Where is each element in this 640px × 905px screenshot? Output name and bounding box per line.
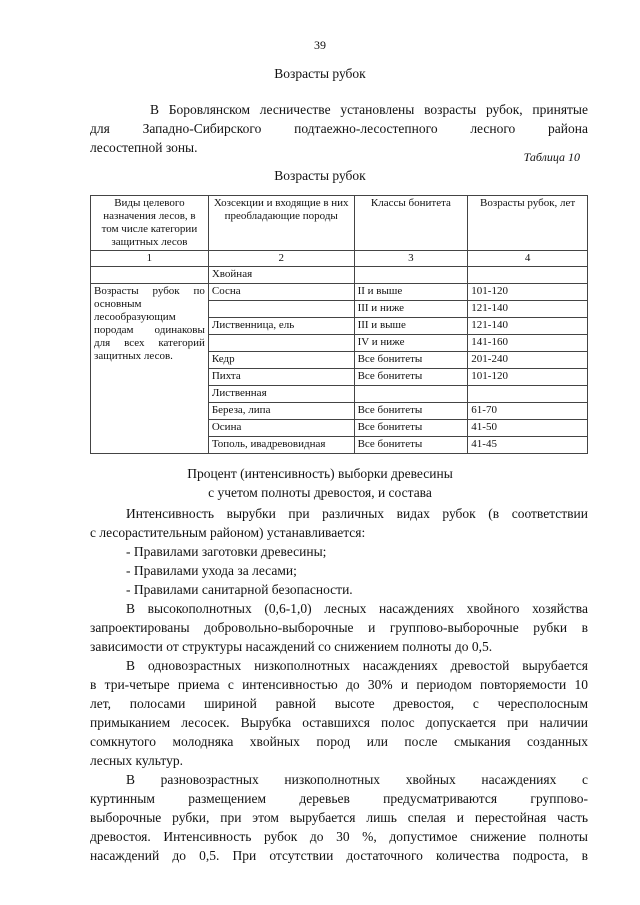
table-cell: IV и ниже [354, 335, 468, 352]
table-cell: Лиственница, ель [208, 318, 354, 335]
body-line: куртинным размещением деревьев предусматриваются группово- [90, 791, 588, 806]
body-line: лет, полосами шириной равной высоте древостоя, с чересполосным [90, 696, 588, 711]
table-cell: III и ниже [354, 301, 468, 318]
body-line: насаждений до 0,5. При отсутствии достаточного количества подроста, в [90, 848, 588, 863]
table-header-cell: Возрасты рубок, лет [468, 196, 588, 251]
table-row [91, 267, 588, 284]
table-header-cell: Виды целевого назначения лесов, в том числе категории защитных лесов [91, 196, 209, 251]
table-cell: 41-45 [468, 437, 588, 454]
section-title: с учетом полноты древостоя, и состава [208, 485, 432, 500]
table-cell: III и выше [354, 318, 468, 335]
table-header-row [91, 196, 588, 251]
table-cell: Береза, липа [208, 403, 354, 420]
column-number: 3 [354, 251, 468, 267]
cutting-age-table [90, 195, 588, 454]
body-line: в три-четыре приема с интенсивностью до 30% и периодом повторяемости 10 [90, 677, 588, 692]
column-number: 4 [468, 251, 588, 267]
intro-line-1: В Боровлянском лесничестве установлены возрасты рубок, принятые [150, 102, 588, 117]
body-line: древостоя. Интенсивность рубок до 30 %, допустимое снижение полноты [90, 829, 588, 844]
table-cell: 121-140 [468, 318, 588, 335]
table-cell: 101-120 [468, 284, 588, 301]
table-title: Возрасты рубок [274, 168, 366, 183]
table-cell: Лиственная [208, 386, 354, 403]
intro-line-3: лесостепной зоны. [90, 140, 198, 155]
table-cell: Все бонитеты [354, 369, 468, 386]
table-cell: Хвойная [208, 267, 354, 284]
body-line: выборочные рубки, при этом вырубается лишь спелая и перестойная часть [90, 810, 588, 825]
column-number: 2 [208, 251, 354, 267]
table-cell: Тополь, ивадревовидная [208, 437, 354, 454]
table-cell [354, 267, 468, 284]
body-line: - Правилами ухода за лесами; [126, 563, 297, 578]
table-row [91, 284, 588, 301]
table-header-cell: Классы бонитета [354, 196, 468, 251]
table-column-numbers [91, 251, 588, 267]
table-cell: Все бонитеты [354, 437, 468, 454]
table-cell: II и выше [354, 284, 468, 301]
table-cell [468, 386, 588, 403]
table-cell: Кедр [208, 352, 354, 369]
table-cell: Все бонитеты [354, 420, 468, 437]
body-line: В высокополнотных (0,6-1,0) лесных насаждениях хвойного хозяйства [126, 601, 588, 616]
body-line: - Правилами санитарной безопасности. [126, 582, 353, 597]
table-cell: Пихта [208, 369, 354, 386]
table-cell: Все бонитеты [354, 403, 468, 420]
body-line: Интенсивность вырубки при различных видах рубок (в соответствии [126, 506, 588, 521]
page-title: Возрасты рубок [274, 66, 366, 81]
table-caption: Таблица 10 [523, 150, 580, 164]
table-cell: 121-140 [468, 301, 588, 318]
table-cell: Сосна [208, 284, 354, 301]
table-cell: 141-160 [468, 335, 588, 352]
table-cell: 61-70 [468, 403, 588, 420]
intro-line-2: для Западно-Сибирского подтаежно-лесостепного лесного района [90, 121, 588, 136]
table-cell: Осина [208, 420, 354, 437]
body-line: с лесорастительным районом) устанавливается: [90, 525, 366, 540]
body-line: зависимости от структуры насаждений со снижением полноты до 0,5. [90, 639, 493, 654]
table-cell: Все бонитеты [354, 352, 468, 369]
body-line: лесных культур. [90, 753, 183, 768]
body-line: - Правилами заготовки древесины; [126, 544, 327, 559]
table-cell [91, 267, 209, 284]
table-cell: 201-240 [468, 352, 588, 369]
page-number: 39 [314, 38, 326, 52]
table-cell [208, 335, 354, 352]
table-cell: 41-50 [468, 420, 588, 437]
column-number: 1 [91, 251, 209, 267]
body-line: сомкнутого молодняка хвойных пород или после смыкания созданных [90, 734, 588, 749]
body-line: В одновозрастных низкополнотных насаждениях древостой вырубается [126, 658, 588, 673]
body-line: В разновозрастных низкополнотных хвойных насаждениях с [126, 772, 588, 787]
table-cell [354, 386, 468, 403]
body-line: запроектированы добровольно-выборочные и группово-выборочные рубки в [90, 620, 588, 635]
table-header-cell: Хозсекции и входящие в них преобладающие породы [208, 196, 354, 251]
row-label-cell: Возрасты рубок по основным лесообразующим породам одинаковы для всех категорий защитных лесов. [91, 284, 209, 454]
body-line: примыканием лесосек. Вырубка оставшихся полос допускается при наличии [90, 715, 588, 730]
section-title: Процент (интенсивность) выборки древесины [187, 466, 453, 481]
table-cell [208, 301, 354, 318]
table-cell: 101-120 [468, 369, 588, 386]
table-cell [468, 267, 588, 284]
